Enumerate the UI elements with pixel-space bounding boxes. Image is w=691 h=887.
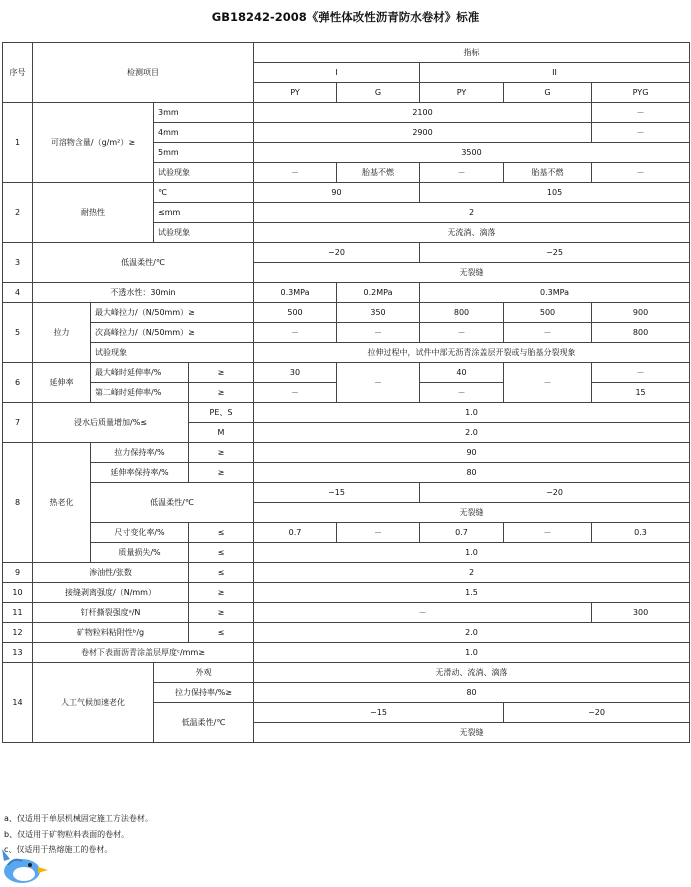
value-cell: 800 xyxy=(592,323,690,343)
row-number: 9 xyxy=(3,563,33,583)
operator-cell: ≥ xyxy=(189,463,254,483)
value-cell: 1.0 xyxy=(254,643,690,663)
value-cell: － xyxy=(420,383,504,403)
sub-item-label: 质量损失/% xyxy=(91,543,189,563)
sub-item-label: 第二峰时延伸率/% xyxy=(91,383,189,403)
row-number: 10 xyxy=(3,583,33,603)
item-label: 渗油性/张数 xyxy=(33,563,189,583)
row-number: 8 xyxy=(3,443,33,563)
item-label: 延伸率 xyxy=(33,363,91,403)
value-cell: 无流淌、滴落 xyxy=(254,223,690,243)
table-row xyxy=(3,363,690,383)
value-cell: － xyxy=(337,323,420,343)
row-number: 3 xyxy=(3,243,33,283)
value-cell: － xyxy=(504,363,592,403)
header-g: G xyxy=(337,83,420,103)
table-row xyxy=(3,643,690,663)
value-cell: － xyxy=(254,383,337,403)
footnote-c: c、仅适用于热熔施工的卷材。 xyxy=(4,845,113,854)
header-py: PY xyxy=(420,83,504,103)
row-number: 5 xyxy=(3,303,33,363)
sub-item-label: ℃ xyxy=(154,183,254,203)
value-cell: 胎基不燃 xyxy=(504,163,592,183)
sub-item-label: 最大峰时延伸率/% xyxy=(91,363,189,383)
value-cell: 2100 xyxy=(254,103,592,123)
footnote-a: a、仅适用于单层机械固定施工方法卷材。 xyxy=(4,814,153,823)
table-row xyxy=(3,443,690,463)
value-cell: － xyxy=(592,123,690,143)
value-cell: － xyxy=(504,323,592,343)
value-cell: 无裂缝 xyxy=(254,263,690,283)
value-cell: 350 xyxy=(337,303,420,323)
sub-item-label: ≤mm xyxy=(154,203,254,223)
value-cell: 40 xyxy=(420,363,504,383)
row-number: 11 xyxy=(3,603,33,623)
value-cell: － xyxy=(592,163,690,183)
item-label: 钉杆撕裂强度ᵃ/N xyxy=(33,603,189,623)
table-row xyxy=(3,103,690,123)
header-g: G xyxy=(504,83,592,103)
value-cell: 900 xyxy=(592,303,690,323)
row-number: 6 xyxy=(3,363,33,403)
row-number: 12 xyxy=(3,623,33,643)
header-indicator: 指标 xyxy=(254,43,690,63)
table-row xyxy=(3,623,690,643)
value-cell: −20 xyxy=(420,483,690,503)
row-number: 2 xyxy=(3,183,33,243)
table-row xyxy=(3,403,690,423)
value-cell: 15 xyxy=(592,383,690,403)
operator-cell: ≤ xyxy=(189,543,254,563)
operator-cell: ≤ xyxy=(189,523,254,543)
sub-item-label: 延伸率保持率/% xyxy=(91,463,189,483)
item-label: 拉力 xyxy=(33,303,91,363)
value-cell: 胎基不燃 xyxy=(337,163,420,183)
spec-table xyxy=(2,42,690,743)
sub-item-label: 外观 xyxy=(154,663,254,683)
value-cell: 0.3MPa xyxy=(254,283,337,303)
value-cell: 2900 xyxy=(254,123,592,143)
row-number: 13 xyxy=(3,643,33,663)
value-cell: 1.0 xyxy=(254,403,690,423)
header-seq: 序号 xyxy=(3,43,33,103)
value-cell: 2 xyxy=(254,203,690,223)
value-cell: 0.3MPa xyxy=(420,283,690,303)
value-cell: 无裂缝 xyxy=(254,723,690,743)
sub-item-label: 拉力保持率/% xyxy=(91,443,189,463)
sub-item-label: 试验现象 xyxy=(91,343,254,363)
header-type-1: I xyxy=(254,63,420,83)
value-cell: － xyxy=(254,603,592,623)
header-py: PY xyxy=(254,83,337,103)
item-label: 卷材下表面沥青涂盖层厚度ᶜ/mm≥ xyxy=(33,643,254,663)
header-row xyxy=(3,43,690,63)
value-cell: 300 xyxy=(592,603,690,623)
sub-item-label: 低温柔性/℃ xyxy=(154,703,254,743)
value-cell: 90 xyxy=(254,183,420,203)
value-cell: － xyxy=(337,363,420,403)
value-cell: 30 xyxy=(254,363,337,383)
value-cell: 800 xyxy=(420,303,504,323)
value-cell: 2 xyxy=(254,563,690,583)
table-row xyxy=(3,603,690,623)
value-cell: 无滑动、流淌、滴落 xyxy=(254,663,690,683)
value-cell: 拉伸过程中，试件中部无沥青涂盖层开裂或与胎基分裂现象 xyxy=(254,343,690,363)
sub-item-label: 试验现象 xyxy=(154,163,254,183)
value-cell: 1.5 xyxy=(254,583,690,603)
sub-item-label: 次高峰拉力/（N/50mm）≥ xyxy=(91,323,254,343)
operator-cell: ≥ xyxy=(189,603,254,623)
value-cell: 80 xyxy=(254,683,690,703)
sub-item-label: PE、S xyxy=(189,403,254,423)
row-number: 4 xyxy=(3,283,33,303)
value-cell: － xyxy=(504,523,592,543)
value-cell: － xyxy=(592,363,690,383)
sub-item-label: 尺寸变化率/% xyxy=(91,523,189,543)
table-row xyxy=(3,243,690,263)
operator-cell: ≥ xyxy=(189,443,254,463)
row-number: 14 xyxy=(3,663,33,743)
value-cell: 0.7 xyxy=(254,523,337,543)
operator-cell: ≥ xyxy=(189,583,254,603)
sub-item-label: 拉力保持率/%≥ xyxy=(154,683,254,703)
value-cell: −15 xyxy=(254,483,420,503)
table-row xyxy=(3,663,690,683)
value-cell: −25 xyxy=(420,243,690,263)
item-label: 可溶物含量/（g/m²）≥ xyxy=(33,103,154,183)
table-row xyxy=(3,583,690,603)
value-cell: 2.0 xyxy=(254,423,690,443)
value-cell: 1.0 xyxy=(254,543,690,563)
value-cell: 500 xyxy=(254,303,337,323)
value-cell: － xyxy=(420,163,504,183)
value-cell: 2.0 xyxy=(254,623,690,643)
sub-item-label: 3mm xyxy=(154,103,254,123)
value-cell: −20 xyxy=(504,703,690,723)
row-number: 7 xyxy=(3,403,33,443)
value-cell: −20 xyxy=(254,243,420,263)
sub-item-label: 低温柔性/℃ xyxy=(91,483,254,523)
value-cell: － xyxy=(592,103,690,123)
value-cell: 0.7 xyxy=(420,523,504,543)
item-label: 低温柔性/℃ xyxy=(33,243,254,283)
item-label: 热老化 xyxy=(33,443,91,563)
value-cell: － xyxy=(420,323,504,343)
sub-item-label: 试验现象 xyxy=(154,223,254,243)
value-cell: 105 xyxy=(420,183,690,203)
bird-mascot-icon xyxy=(0,843,70,887)
value-cell: － xyxy=(254,163,337,183)
item-label: 浸水后质量增加/%≤ xyxy=(33,403,189,443)
header-pyg: PYG xyxy=(592,83,690,103)
value-cell: 3500 xyxy=(254,143,690,163)
operator-cell: ≤ xyxy=(189,623,254,643)
value-cell: － xyxy=(337,523,420,543)
table-row xyxy=(3,303,690,323)
value-cell: 80 xyxy=(254,463,690,483)
value-cell: 90 xyxy=(254,443,690,463)
value-cell: −15 xyxy=(254,703,504,723)
item-label: 人工气候加速老化 xyxy=(33,663,154,743)
row-number: 1 xyxy=(3,103,33,183)
sub-item-label: M xyxy=(189,423,254,443)
footnote-b: b、仅适用于矿物粒料表面的卷材。 xyxy=(4,829,130,839)
table-row xyxy=(3,563,690,583)
item-label: 耐热性 xyxy=(33,183,154,243)
table-row xyxy=(3,283,690,303)
value-cell: 500 xyxy=(504,303,592,323)
value-cell: 无裂缝 xyxy=(254,503,690,523)
operator-cell: ≥ xyxy=(189,363,254,383)
value-cell: 0.2MPa xyxy=(337,283,420,303)
item-label: 接缝剥离强度/（N/mm） xyxy=(33,583,189,603)
value-cell: － xyxy=(254,323,337,343)
header-type-2: II xyxy=(420,63,690,83)
item-label: 不透水性：30min xyxy=(33,283,254,303)
operator-cell: ≥ xyxy=(189,383,254,403)
table-row xyxy=(3,183,690,203)
page-title: GB18242-2008《弹性体改性沥青防水卷材》标准 xyxy=(211,10,480,24)
header-item: 检测项目 xyxy=(33,43,254,103)
sub-item-label: 5mm xyxy=(154,143,254,163)
sub-item-label: 最大峰拉力/（N/50mm）≥ xyxy=(91,303,254,323)
operator-cell: ≤ xyxy=(189,563,254,583)
sub-item-label: 4mm xyxy=(154,123,254,143)
item-label: 矿物粒料粘附性ᵇ/g xyxy=(33,623,189,643)
value-cell: 0.3 xyxy=(592,523,690,543)
